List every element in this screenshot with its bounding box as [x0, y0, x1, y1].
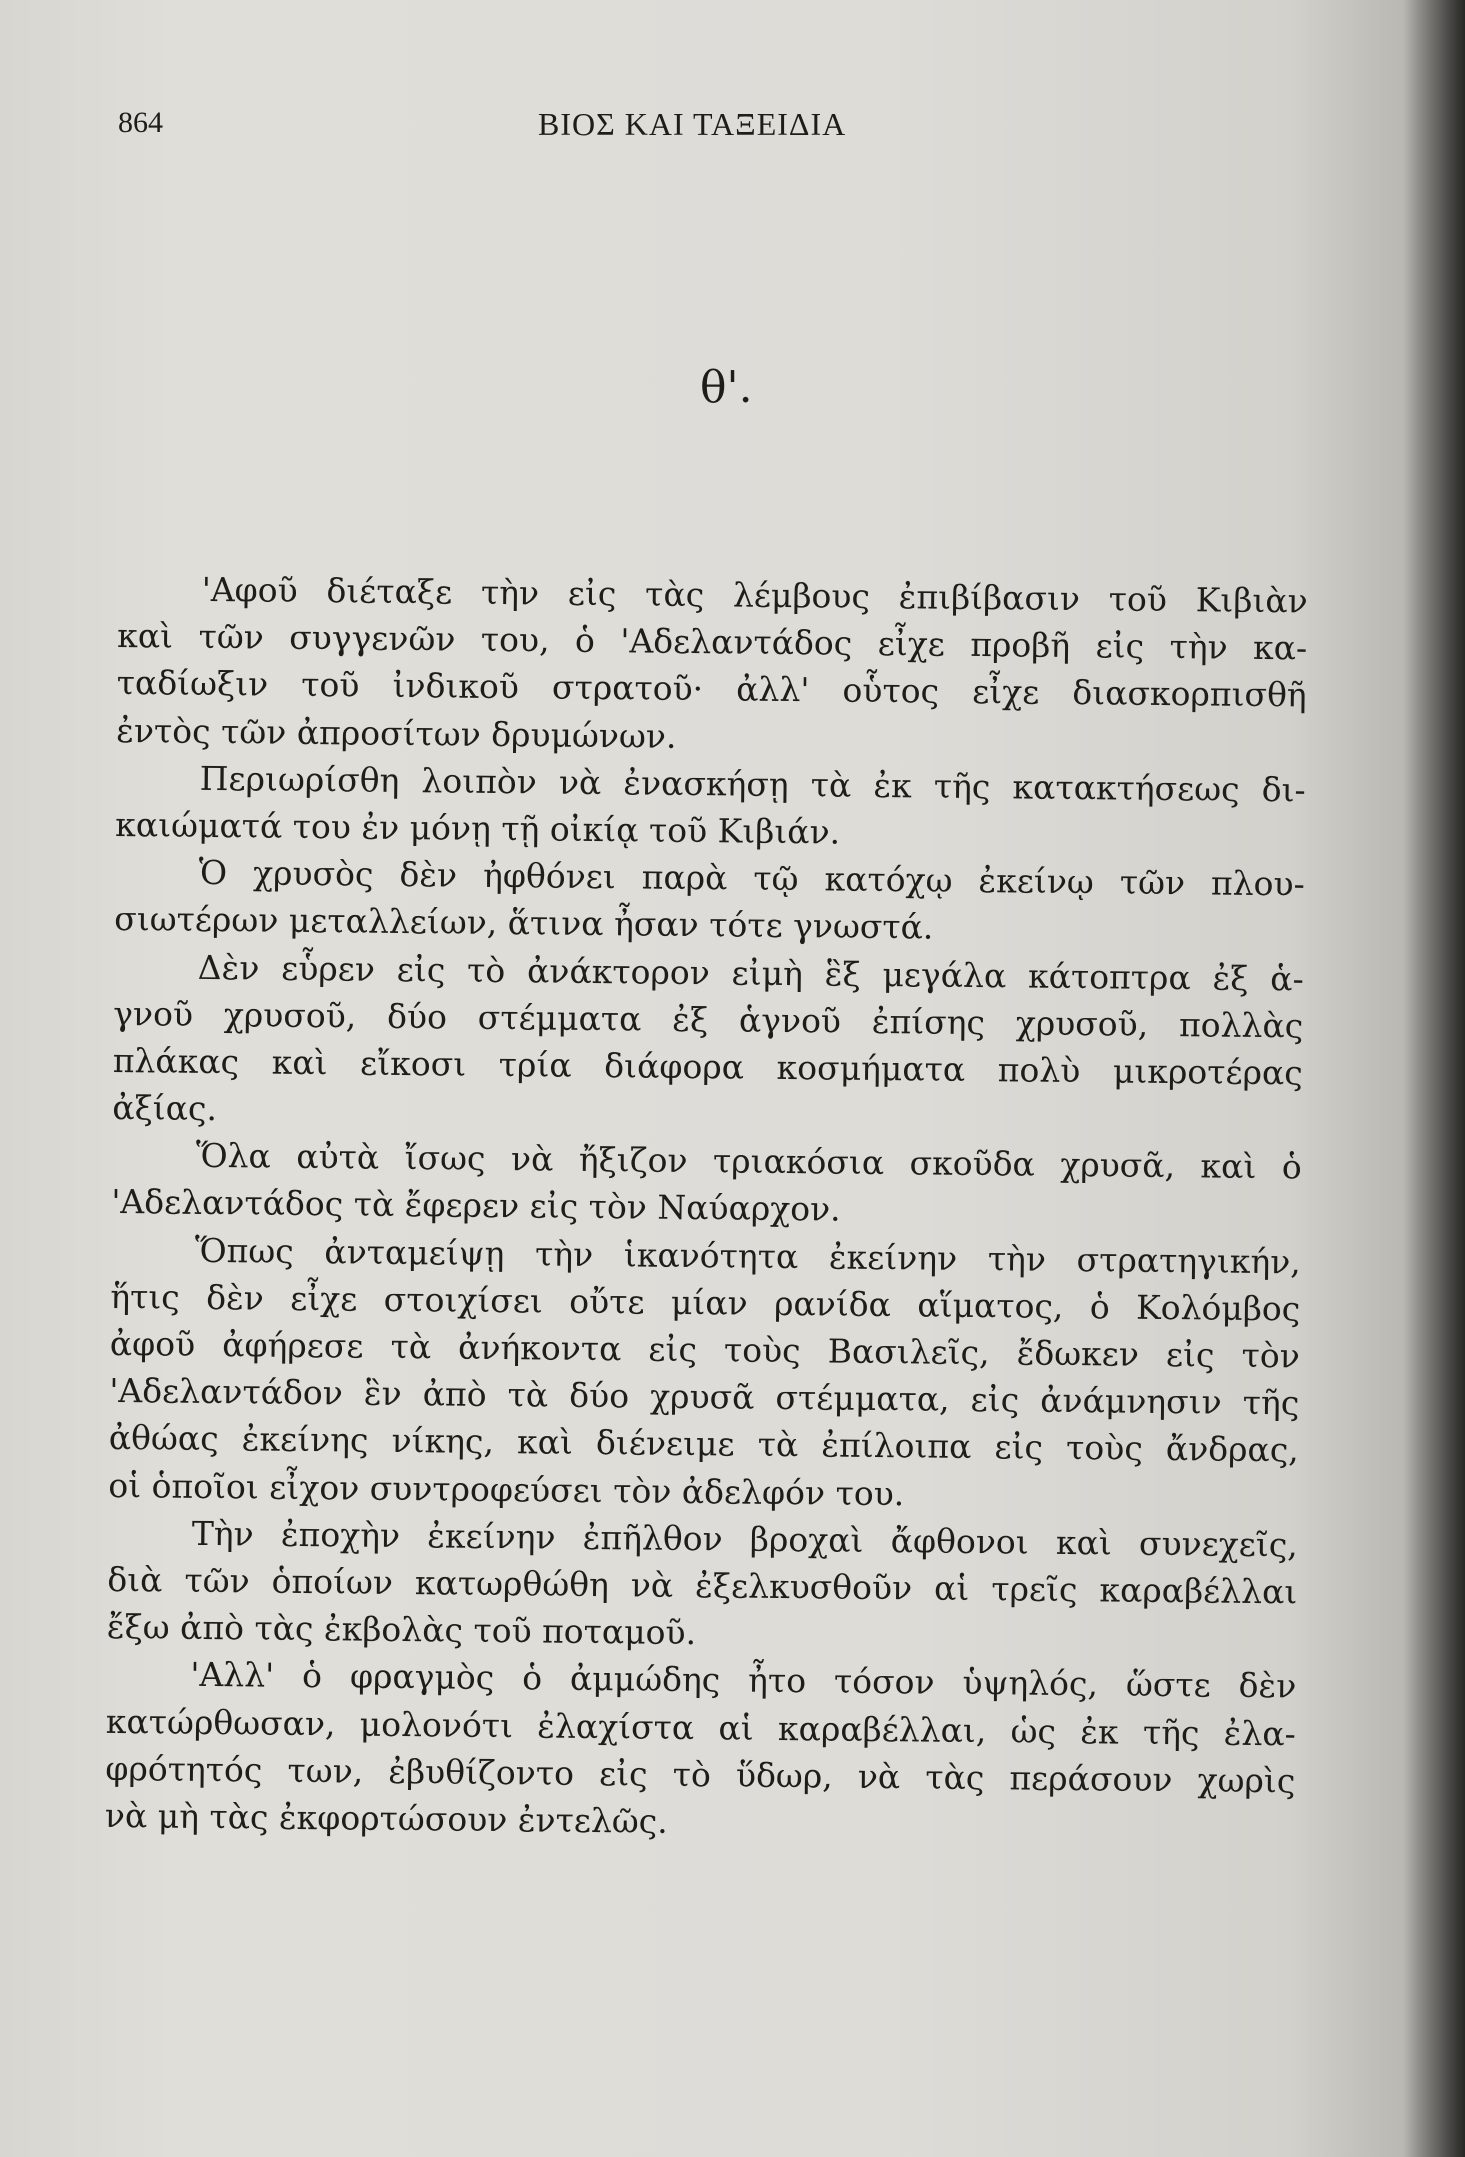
text-line: ἥτις δὲν εἶχε στοιχίσει οὔτε μίαν ρανίδα αἵματος, ὁ Κολόμβος: [110, 1276, 1301, 1329]
text-line: Ὅπως ἀνταμείψῃ τὴν ἱκανότητα ἐκείνην τὴν στρατηγικήν,: [194, 1230, 1301, 1282]
text-line: νὰ μὴ τὰς ἐκφορτώσουν ἐντελῶς.: [104, 1795, 668, 1841]
text-line: σιωτέρων μεταλλείων, ἅτινα ἦσαν τότε γνωστά.: [114, 899, 934, 947]
text-line: πλάκας καὶ εἴκοσι τρία διάφορα κοσμήματα πολὺ μικροτέρας: [112, 1040, 1303, 1093]
text-line: διὰ τῶν ὁποίων κατωρθώθη νὰ ἐξελκυσθοῦν αἱ τρεῖς καραβέλλαι: [107, 1559, 1298, 1612]
text-line: 'Αδελαντάδον ἓν ἀπὸ τὰ δύο χρυσᾶ στέμματα, εἰς ἀνάμνησιν τῆς: [109, 1371, 1300, 1423]
text-line: ἐντὸς τῶν ἀπροσίτων δρυμώνων.: [116, 710, 677, 756]
running-head: [0, 100, 1465, 160]
text-line: 'Αδελαντάδος τὰ ἔφερεν εἰς τὸν Ναύαρχον.: [111, 1182, 841, 1230]
text-line: 'Αφοῦ διέταξε τὴν εἰς τὰς λέμβους ἐπιβίβασιν τοῦ Κιβιὰν: [201, 569, 1308, 621]
text-line: φρότητός των, ἐβυθίζοντο εἰς τὸ ὕδωρ, νὰ τὰς περάσουν χωρὶς: [105, 1748, 1296, 1801]
text-line: Ὁ χρυσὸς δὲν ἠφθόνει παρὰ τῷ κατόχῳ ἐκείνῳ τῶν πλου-: [198, 852, 1305, 904]
text-line: ταδίωξιν τοῦ ἰνδικοῦ στρατοῦ· ἀλλ' οὗτος εἶχε διασκορπισθῆ: [116, 663, 1307, 715]
text-line: οἱ ὁποῖοι εἶχον συντροφεύσει τὸν ἀδελφόν του.: [108, 1465, 905, 1513]
text-line: Δὲν εὗρεν εἰς τὸ ἀνάκτορον εἰμὴ ἓξ μεγάλα κάτοπτρα ἐξ ἁ-: [197, 947, 1304, 998]
gutter-shadow: [1403, 0, 1465, 2157]
text-line: 'Αλλ' ὁ φραγμὸς ὁ ἀμμώδης ἦτο τόσον ὑψηλός, ὥστε δὲν: [190, 1655, 1297, 1706]
running-title: ΒΙΟΣ ΚΑΙ ΤΑΞΕΙΔΙΑ: [538, 106, 847, 142]
body-text: [105, 565, 1308, 1851]
text-line: Τὴν ἐποχὴν ἐκείνην ἐπῆλθον βροχαὶ ἄφθονοι καὶ συνεχεῖς,: [191, 1513, 1299, 1565]
text-line: καὶ τῶν συγγενῶν του, ὁ 'Αδελαντάδος εἶχε προβῆ εἰς τὴν κα-: [117, 616, 1308, 668]
text-line: καιώματά του ἐν μόνῃ τῇ οἰκίᾳ τοῦ Κιβιάν.: [115, 804, 841, 852]
page-number: 864: [118, 106, 163, 139]
text-line: ἀθώας ἐκείνης νίκης, καὶ διένειμε τὰ ἐπίλοιπα εἰς τοὺς ἄνδρας,: [108, 1418, 1299, 1470]
text-line: ἔξω ἀπὸ τὰς ἐκβολὰς τοῦ ποταμοῦ.: [106, 1607, 697, 1653]
text-line: κατώρθωσαν, μολονότι ἐλαχίστα αἱ καραβέλλαι, ὡς ἐκ τῆς ἐλα-: [105, 1701, 1297, 1753]
text-line: ἀξίας.: [112, 1088, 218, 1129]
chapter-heading: θ'.: [700, 362, 753, 413]
text-line: ἀφοῦ ἀφήρεσε τὰ ἀνήκοντα εἰς τοὺς Βασιλεῖς, ἔδωκεν εἰς τὸν: [109, 1323, 1300, 1376]
text-line: γνοῦ χρυσοῦ, δύο στέμματα ἐξ ἁγνοῦ ἐπίσης χρυσοῦ, πολλὰς: [113, 993, 1304, 1046]
text-line: Περιωρίσθη λοιπὸν νὰ ἐνασκήσῃ τὰ ἐκ τῆς κατακτήσεως δι-: [199, 758, 1306, 810]
text-line: Ὅλα αὐτὰ ἴσως νὰ ἤξιζον τριακόσια σκοῦδα χρυσᾶ, καὶ ὁ: [195, 1136, 1302, 1187]
